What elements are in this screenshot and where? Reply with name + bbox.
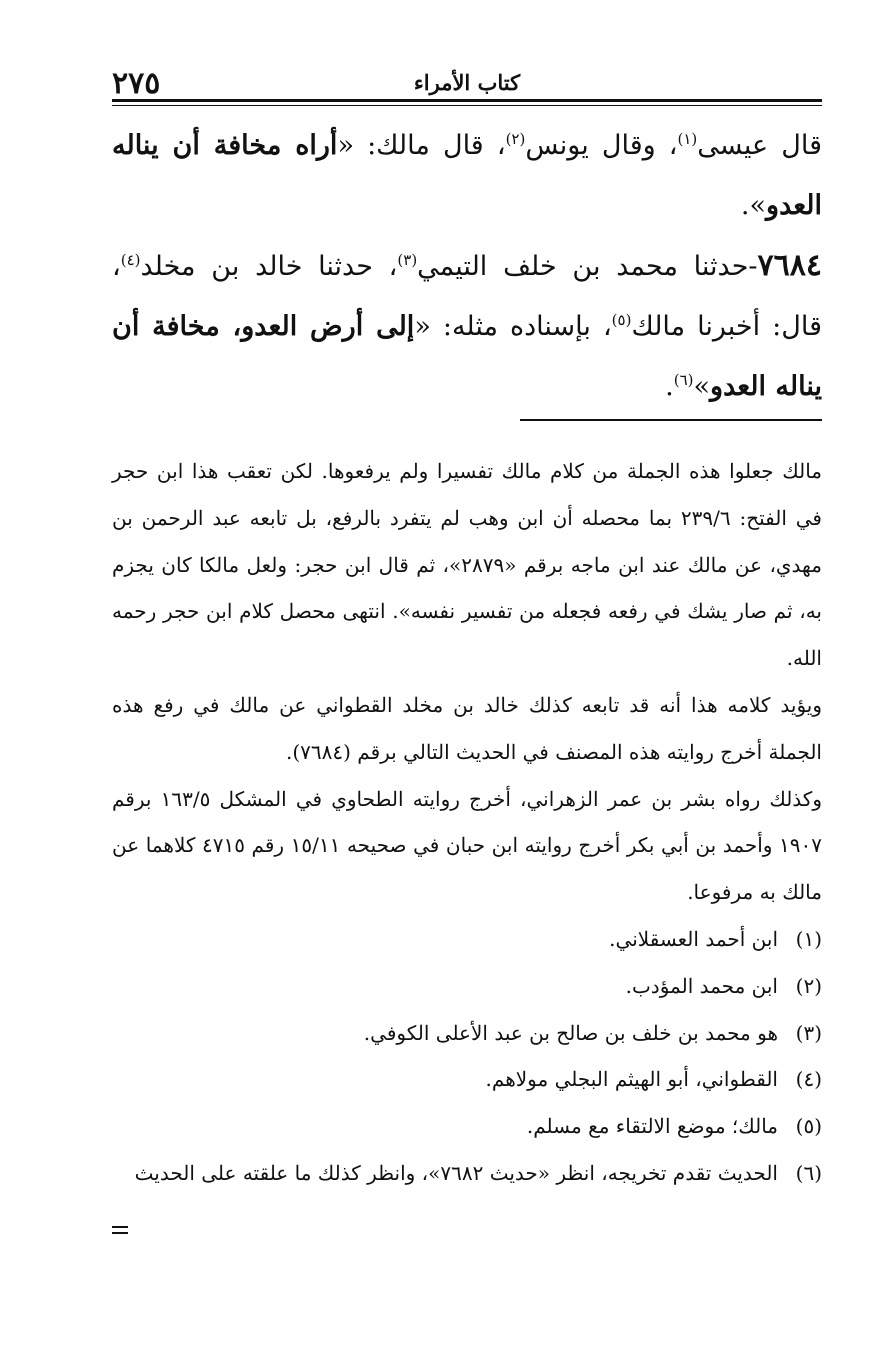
main-text	[112, 116, 822, 417]
quoted-text: إلى أرض العدو، مخافة أن يناله العدو	[112, 311, 822, 402]
footnotes	[112, 448, 822, 1197]
footnote-item: (٦)الحديث تقدم تخريجه، انظر «حديث ٧٦٨٢»، وانظر كذلك ما علقته على الحديث	[112, 1150, 822, 1197]
footnote-ref-1: (١)	[677, 130, 698, 148]
header-rule	[112, 99, 822, 106]
main-paragraph-2: ٧٦٨٤-حدثنا محمد بن خلف التيمي$^{(٣)}$، حدثنا خالد بن مخلد$^{(٤)}$، قال: أخبرنا مالك$^{(٥)}$، بإسناده مثله: «إلى أرض العدو، مخافة أن يناله العدو»$^{(٦)}$.	[112, 248, 822, 402]
note-paragraph-1: مالك جعلوا هذه الجملة من كلام مالك تفسيرا ولم يرفعوها. لكن تعقب هذا ابن حجر في الفتح: ٢٣٩/٦ بما محصله أن ابن وهب لم يتفرد بالرفع، بل تابعه عبد الرحمن بن مهدي، عن مالك عند ابن ماجه برقم «٢٨٧٩»، ثم قال ابن حجر: ولعل مالكا كان يجزم به، ثم صار يشك في رفعه فجعله من تفسير نفسه». انتهى محصل كلام ابن حجر رحمه الله.	[112, 459, 822, 671]
note-paragraph-3: وكذلك رواه بشر بن عمر الزهراني، أخرج روايته الطحاوي في المشكل ١٦٣/٥ برقم ١٩٠٧ وأحمد بن أبي بكر أخرج روايته ابن حبان في صحيحه ١٥/١١ رقم ٤٧١٥ كلاهما عن مالك به مرفوعا.	[112, 786, 823, 905]
footnote-mark: (٥)	[795, 1114, 822, 1139]
footnote-mark: (١)	[795, 926, 822, 951]
footnote-ref-5: (٥)	[611, 311, 632, 329]
hadith-number: ٧٦٨٤	[757, 248, 822, 283]
footnote-item: (١)ابن أحمد العسقلاني.	[112, 916, 822, 963]
note-paragraph-2: ويؤيد كلامه هذا أنه قد تابعه كذلك خالد بن مخلد القطواني عن مالك في رفع هذه الجملة أخرج روايته هذه المصنف في الحديث التالي برقم (٧٦٨٤).	[112, 692, 822, 764]
footnote-mark: (٢)	[795, 973, 822, 998]
footnote-item: (٤)القطواني، أبو الهيثم البجلي مولاهم.	[112, 1056, 822, 1103]
quoted-text: أراه مخافة أن يناله العدو	[112, 130, 822, 221]
footnote-ref-3: (٣)	[397, 251, 418, 269]
footnote-mark: (٤)	[795, 1067, 822, 1092]
footnote-item: (٣)هو محمد بن خلف بن صالح بن عبد الأعلى الكوفي.	[112, 1010, 822, 1057]
continuation-mark	[112, 1226, 128, 1238]
footnote-mark: (٦)	[795, 1160, 822, 1185]
book-title: كتاب الأمراء	[413, 70, 521, 95]
footnote-ref-2: (٢)	[505, 130, 526, 148]
page-number: ٢٧٥	[112, 66, 161, 101]
footnote-item: (٢)ابن محمد المؤدب.	[112, 963, 822, 1010]
footnote-item: (٥)مالك؛ موضع الالتقاء مع مسلم.	[112, 1103, 822, 1150]
footnote-mark: (٣)	[795, 1020, 822, 1045]
main-paragraph-1: قال عيسى$^{(١)}$، وقال يونس$^{(٢)}$، قال مالك: «أراه مخافة أن يناله العدو».	[112, 130, 823, 221]
footnote-separator	[520, 419, 822, 421]
footnote-ref-4: (٤)	[120, 251, 141, 269]
footnote-ref-6: (٦)	[673, 371, 694, 389]
running-header	[112, 68, 822, 102]
